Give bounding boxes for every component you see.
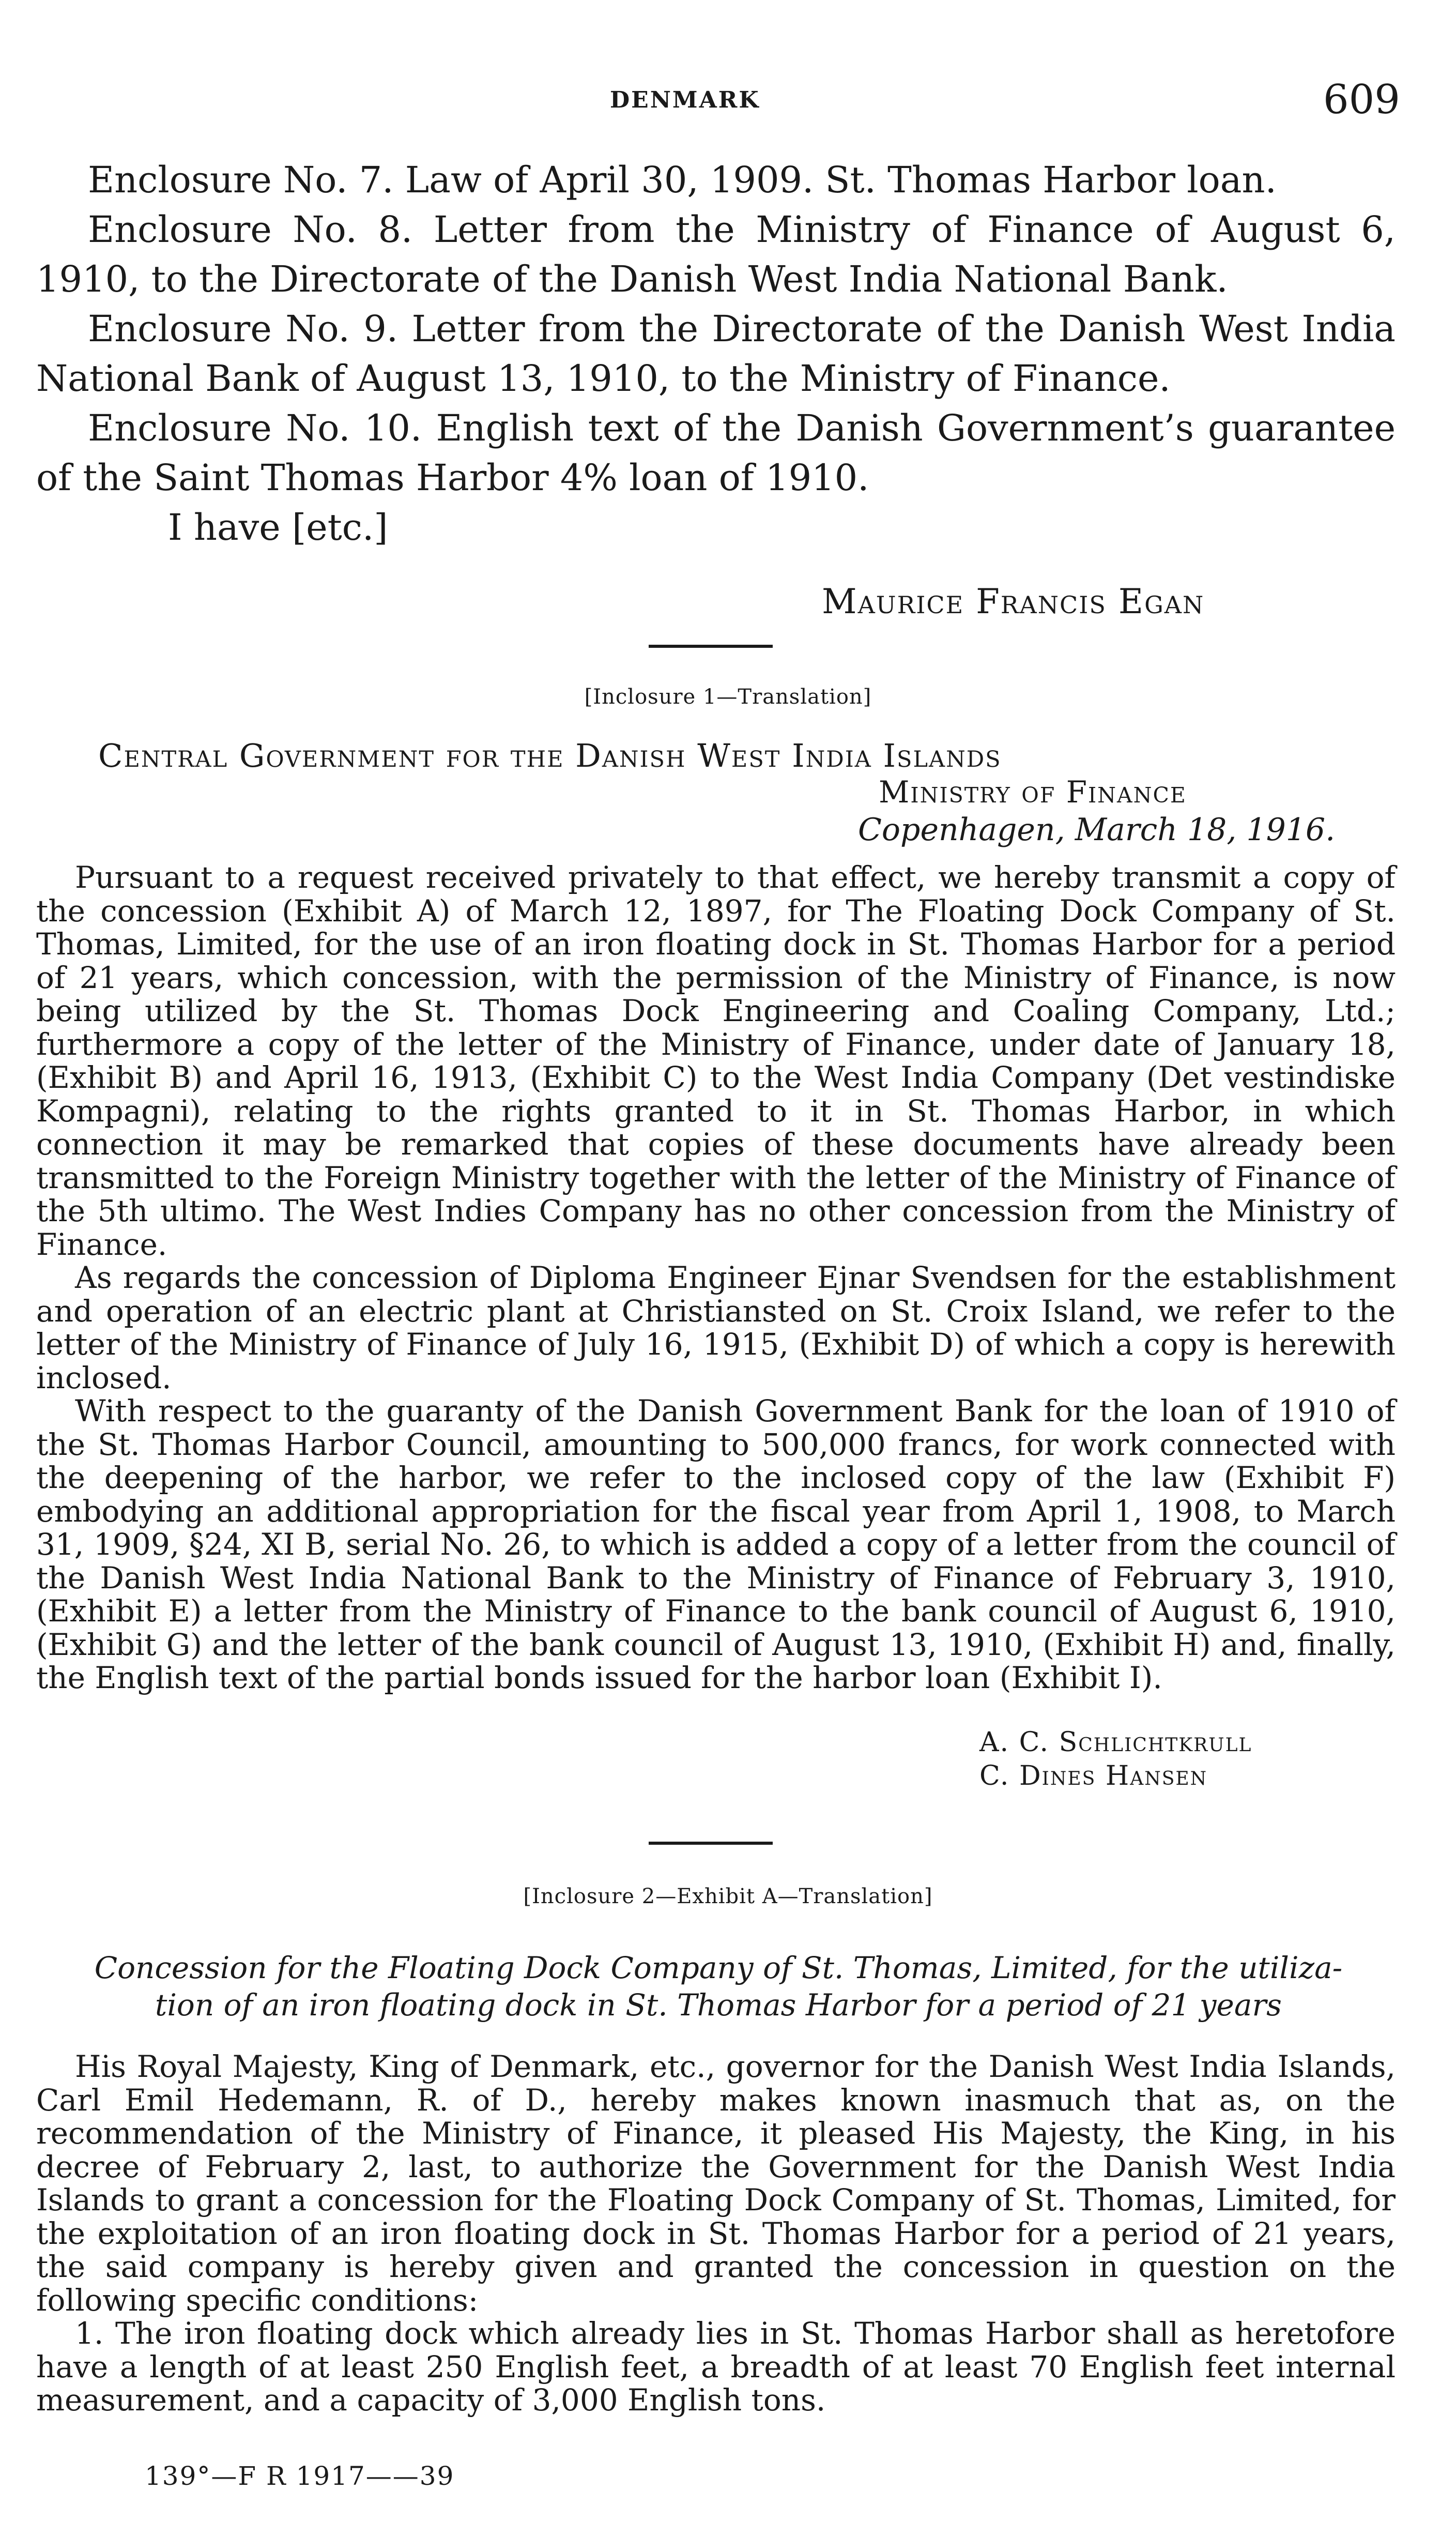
signature: Maurice Francis Egan bbox=[822, 582, 1205, 621]
printer-signature-mark: 139°—F R 1917——39 bbox=[145, 2461, 455, 2491]
body-paragraph: His Royal Majesty, King of Denmark, etc., governor for the Danish West India Islands, Carl Emil Hedemann, R. of D., hereby makes known inasmuch that as, on the recommendation of the Ministry of Finance, it pleased His Majesty, the King, in his decree of February 2, last, to authorize the Government for the Danish West India Islands to grant a concession for the Floating Dock Company of St. Thomas, Limited, for the exploitation of an iron floating dock in St. Thomas Harbor for a period of 21 years, the said company is hereby given and granted the concession in question on the following specific conditions: bbox=[36, 2049, 1396, 2318]
enclosure-item: Enclosure No. 8. Letter from the Ministry of Finance of August 6, 1910, to the Directorate of the Danish West India National Bank. bbox=[36, 208, 1396, 300]
section-divider bbox=[649, 1842, 773, 1845]
body-paragraph: As regards the concession of Diploma Engineer Ejnar Svendsen for the establishment and operation of an electric plant at Christiansted on St. Croix Island, we refer to the letter of the Ministry of Finance of July 16, 1915, (Exhibit D) of which a copy is herewith inclosed. bbox=[36, 1260, 1396, 1395]
inclosure-2-body bbox=[36, 2050, 1396, 2417]
enclosure-item: Enclosure No. 9. Letter from the Directorate of the Danish West India National Bank of August 13, 1910, to the Ministry of Finance. bbox=[36, 308, 1396, 400]
enclosure-list bbox=[36, 155, 1396, 552]
concession-heading bbox=[36, 1949, 1401, 2024]
body-paragraph: 1. The iron floating dock which already lies in St. Thomas Harbor shall as heretofore have a length of at least 250 English feet, a breadth of at least 70 English feet internal measurement, and a capacity of 3,000 English tons. bbox=[36, 2316, 1396, 2418]
body-paragraph: With respect to the guaranty of the Danish Government Bank for the loan of 1910 of the St. Thomas Harbor Council, amounting to 500,000 francs, for work connected with the deepening of the harbor, we refer to the inclosed copy of the law (Exhibit F) embodying an additional appropriation for the fiscal year from April 1, 1908, to March 31, 1909, §24, XI B, serial No. 26, to which is added a copy of a letter from the council of the Danish West India National Bank to the Ministry of Finance of February 3, 1910, (Exhibit E) a letter from the Ministry of Finance to the bank council of August 6, 1910, (Exhibit G) and the letter of the bank council of August 13, 1910, (Exhibit H) and, finally, the English text of the partial bonds issued for the harbor loan (Exhibit I). bbox=[36, 1393, 1396, 1695]
enclosure-item: Enclosure No. 10. English text of the Danish Government’s guarantee of the Saint Thomas Harbor 4% loan of 1910. bbox=[36, 407, 1396, 499]
running-header-title: DENMARK bbox=[610, 87, 760, 113]
enclosure-item: Enclosure No. 7. Law of April 30, 1909. St. Thomas Harbor loan. bbox=[88, 159, 1277, 201]
closing-line: I have [etc.] bbox=[168, 506, 388, 549]
signer-name: C. Dines Hansen bbox=[979, 1760, 1208, 1791]
signer-name: A. C. Schlichtkrull bbox=[979, 1727, 1252, 1758]
sender-heading: Central Government for the Danish West India Islands bbox=[98, 737, 1002, 775]
ministry-heading: Ministry of Finance bbox=[879, 775, 1187, 810]
inclosure-2-caption: [Inclosure 2—Exhibit A—Translation] bbox=[523, 1885, 933, 1908]
page-number: 609 bbox=[1323, 77, 1400, 123]
concession-heading-line: Concession for the Floating Dock Company of St. Thomas, Limited, for the utiliza- bbox=[94, 1950, 1343, 1985]
inclosure-1-body bbox=[36, 861, 1396, 1695]
section-divider bbox=[649, 645, 773, 648]
place-date: Copenhagen, March 18, 1916. bbox=[858, 812, 1336, 848]
concession-heading-line: tion of an iron floating dock in St. Thomas Harbor for a period of 21 years bbox=[155, 1987, 1282, 2023]
inclosure-1-caption: [Inclosure 1—Translation] bbox=[584, 685, 872, 709]
body-paragraph: Pursuant to a request received privately to that effect, we hereby transmit a copy of the concession (Exhibit A) of March 12, 1897, for The Floating Dock Company of St. Thomas, Limited, for the use of an iron floating dock in St. Thomas Harbor for a period of 21 years, which concession, with the permission of the Ministry of Finance, is now being utilized by the St. Thomas Dock Engineering and Coaling Company, Ltd.; furthermore a copy of the letter of the Ministry of Finance, under date of January 18, (Exhibit B) and April 16, 1913, (Exhibit C) to the West India Company (Det vestindiske Kompagni), relating to the rights granted to it in St. Thomas Harbor, in which connection it may be remarked that copies of these documents have already been transmitted to the Foreign Ministry together with the letter of the Ministry of Finance of the 5th ultimo. The West Indies Company has no other concession from the Ministry of Finance. bbox=[36, 860, 1396, 1262]
